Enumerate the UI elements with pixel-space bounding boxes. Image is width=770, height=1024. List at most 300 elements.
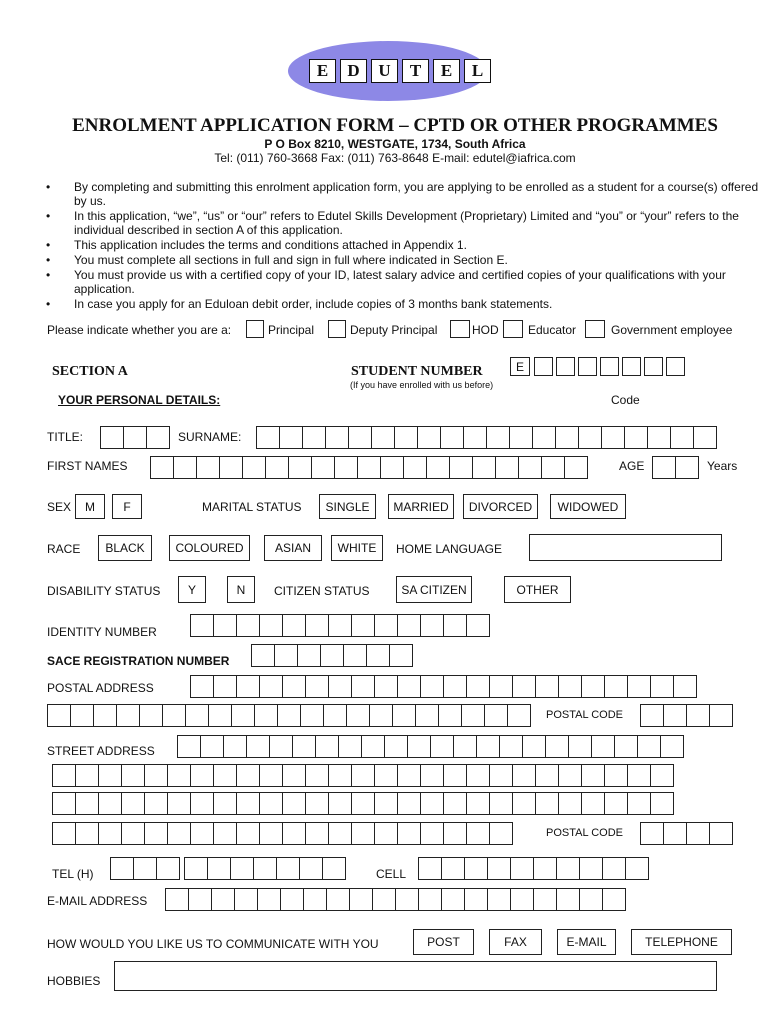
char-box[interactable] xyxy=(522,735,546,758)
char-box[interactable] xyxy=(417,426,441,449)
char-box[interactable] xyxy=(640,704,664,727)
char-box[interactable] xyxy=(489,792,513,815)
char-box[interactable] xyxy=(305,675,329,698)
marital-option-single[interactable]: SINGLE xyxy=(319,494,376,519)
char-box[interactable] xyxy=(150,456,174,479)
char-box[interactable] xyxy=(622,357,641,376)
char-box[interactable] xyxy=(601,426,625,449)
first-names-input[interactable] xyxy=(150,456,587,479)
char-box[interactable] xyxy=(277,704,301,727)
char-box[interactable] xyxy=(418,888,442,911)
role-checkbox-hod[interactable] xyxy=(450,320,470,338)
char-box[interactable] xyxy=(487,857,511,880)
char-box[interactable] xyxy=(507,704,531,727)
char-box[interactable] xyxy=(466,792,490,815)
char-box[interactable] xyxy=(47,704,71,727)
communicate-option-email[interactable]: E-MAIL xyxy=(557,929,616,955)
char-box[interactable] xyxy=(489,764,513,787)
char-box[interactable] xyxy=(532,426,556,449)
identity-number-input[interactable] xyxy=(190,614,489,637)
communicate-option-post[interactable]: POST xyxy=(413,929,474,955)
char-box[interactable] xyxy=(279,426,303,449)
char-box[interactable] xyxy=(121,764,145,787)
char-box[interactable] xyxy=(177,735,201,758)
char-box[interactable] xyxy=(196,456,220,479)
char-box[interactable] xyxy=(75,764,99,787)
surname-input[interactable] xyxy=(256,426,716,449)
char-box[interactable] xyxy=(231,704,255,727)
char-box[interactable] xyxy=(223,735,247,758)
char-box[interactable] xyxy=(274,644,298,667)
char-box[interactable] xyxy=(297,644,321,667)
char-box[interactable] xyxy=(675,456,699,479)
char-box[interactable] xyxy=(146,426,170,449)
char-box[interactable] xyxy=(624,426,648,449)
char-box[interactable] xyxy=(98,764,122,787)
char-box[interactable] xyxy=(254,704,278,727)
char-box[interactable] xyxy=(556,857,580,880)
char-box[interactable] xyxy=(604,764,628,787)
char-box[interactable] xyxy=(190,764,214,787)
char-box[interactable] xyxy=(372,888,396,911)
char-box[interactable] xyxy=(600,357,619,376)
char-box[interactable] xyxy=(604,675,628,698)
char-box[interactable] xyxy=(334,456,358,479)
char-box[interactable] xyxy=(276,857,300,880)
char-box[interactable] xyxy=(343,644,367,667)
char-box[interactable] xyxy=(236,792,260,815)
postal-address-line-2[interactable] xyxy=(47,704,530,727)
char-box[interactable] xyxy=(510,857,534,880)
char-box[interactable] xyxy=(282,614,306,637)
char-box[interactable] xyxy=(259,675,283,698)
disability-option-n[interactable]: N xyxy=(227,576,255,603)
citizen-option-sa[interactable]: SA CITIZEN xyxy=(396,576,472,603)
char-box[interactable] xyxy=(190,675,214,698)
char-box[interactable] xyxy=(461,704,485,727)
char-box[interactable] xyxy=(374,614,398,637)
postal-address-line-1[interactable] xyxy=(190,675,696,698)
char-box[interactable] xyxy=(627,792,651,815)
char-box[interactable] xyxy=(392,704,416,727)
char-box[interactable] xyxy=(556,357,575,376)
char-box[interactable] xyxy=(512,675,536,698)
char-box[interactable] xyxy=(466,675,490,698)
char-box[interactable] xyxy=(351,675,375,698)
char-box[interactable] xyxy=(555,426,579,449)
char-box[interactable] xyxy=(625,857,649,880)
char-box[interactable] xyxy=(581,675,605,698)
char-box[interactable] xyxy=(93,704,117,727)
char-box[interactable] xyxy=(144,764,168,787)
char-box[interactable] xyxy=(257,888,281,911)
char-box[interactable] xyxy=(564,456,588,479)
char-box[interactable] xyxy=(300,704,324,727)
role-checkbox-government-employee[interactable] xyxy=(585,320,605,338)
disability-option-y[interactable]: Y xyxy=(178,576,206,603)
char-box[interactable] xyxy=(371,426,395,449)
char-box[interactable] xyxy=(464,888,488,911)
sace-input[interactable] xyxy=(251,644,412,667)
sex-option-f[interactable]: F xyxy=(112,494,142,519)
char-box[interactable] xyxy=(184,857,208,880)
char-box[interactable] xyxy=(52,822,76,845)
char-box[interactable] xyxy=(213,675,237,698)
street-postal-code-input[interactable] xyxy=(640,822,732,845)
marital-option-widowed[interactable]: WIDOWED xyxy=(550,494,626,519)
char-box[interactable] xyxy=(673,675,697,698)
char-box[interactable] xyxy=(389,644,413,667)
char-box[interactable] xyxy=(463,426,487,449)
char-box[interactable] xyxy=(660,735,684,758)
char-box[interactable] xyxy=(374,822,398,845)
char-box[interactable] xyxy=(351,822,375,845)
char-box[interactable] xyxy=(75,822,99,845)
street-address-line-2[interactable] xyxy=(52,764,673,787)
char-box[interactable] xyxy=(426,456,450,479)
char-box[interactable] xyxy=(200,735,224,758)
cell-input[interactable] xyxy=(418,857,648,880)
char-box[interactable] xyxy=(234,888,258,911)
char-box[interactable] xyxy=(693,426,717,449)
title-input[interactable] xyxy=(100,426,169,449)
char-box[interactable] xyxy=(666,357,685,376)
char-box[interactable] xyxy=(464,857,488,880)
char-box[interactable] xyxy=(466,822,490,845)
char-box[interactable] xyxy=(441,857,465,880)
char-box[interactable] xyxy=(366,644,390,667)
char-box[interactable] xyxy=(535,764,559,787)
char-box[interactable] xyxy=(121,792,145,815)
char-box[interactable] xyxy=(650,675,674,698)
char-box[interactable] xyxy=(397,822,421,845)
char-box[interactable] xyxy=(374,792,398,815)
char-box[interactable] xyxy=(499,735,523,758)
char-box[interactable] xyxy=(265,456,289,479)
char-box[interactable] xyxy=(230,857,254,880)
char-box[interactable] xyxy=(282,764,306,787)
char-box[interactable] xyxy=(311,456,335,479)
sex-option-m[interactable]: M xyxy=(75,494,105,519)
char-box[interactable] xyxy=(211,888,235,911)
char-box[interactable] xyxy=(614,735,638,758)
char-box[interactable] xyxy=(663,822,687,845)
char-box[interactable] xyxy=(242,456,266,479)
char-box[interactable] xyxy=(70,704,94,727)
char-box[interactable] xyxy=(346,704,370,727)
char-box[interactable] xyxy=(558,792,582,815)
char-box[interactable] xyxy=(282,675,306,698)
char-box[interactable] xyxy=(647,426,671,449)
char-box[interactable] xyxy=(558,764,582,787)
char-box[interactable] xyxy=(98,792,122,815)
race-option-coloured[interactable]: COLOURED xyxy=(169,535,250,561)
char-box[interactable] xyxy=(165,888,189,911)
char-box[interactable] xyxy=(269,735,293,758)
char-box[interactable] xyxy=(533,888,557,911)
char-box[interactable] xyxy=(466,614,490,637)
marital-option-divorced[interactable]: DIVORCED xyxy=(463,494,538,519)
char-box[interactable] xyxy=(394,426,418,449)
role-checkbox-educator[interactable] xyxy=(503,320,523,338)
role-checkbox-deputy-principal[interactable] xyxy=(328,320,346,338)
char-box[interactable] xyxy=(466,764,490,787)
char-box[interactable] xyxy=(578,426,602,449)
char-box[interactable] xyxy=(686,704,710,727)
char-box[interactable] xyxy=(534,357,553,376)
char-box[interactable] xyxy=(591,735,615,758)
char-box[interactable] xyxy=(449,456,473,479)
char-box[interactable] xyxy=(328,764,352,787)
char-box[interactable] xyxy=(420,792,444,815)
char-box[interactable] xyxy=(397,764,421,787)
char-box[interactable] xyxy=(568,735,592,758)
char-box[interactable] xyxy=(173,456,197,479)
race-option-black[interactable]: BLACK xyxy=(98,535,152,561)
char-box[interactable] xyxy=(361,735,385,758)
char-box[interactable] xyxy=(351,614,375,637)
char-box[interactable] xyxy=(640,822,664,845)
char-box[interactable] xyxy=(384,735,408,758)
char-box[interactable] xyxy=(627,764,651,787)
char-box[interactable] xyxy=(315,735,339,758)
char-box[interactable] xyxy=(441,888,465,911)
char-box[interactable] xyxy=(374,764,398,787)
char-box[interactable] xyxy=(348,426,372,449)
char-box[interactable] xyxy=(236,822,260,845)
char-box[interactable] xyxy=(489,675,513,698)
race-option-white[interactable]: WHITE xyxy=(331,535,383,561)
hobbies-input[interactable] xyxy=(114,961,717,991)
char-box[interactable] xyxy=(545,735,569,758)
char-box[interactable] xyxy=(663,704,687,727)
citizen-option-other[interactable]: OTHER xyxy=(504,576,571,603)
char-box[interactable] xyxy=(144,792,168,815)
char-box[interactable] xyxy=(288,456,312,479)
char-box[interactable] xyxy=(351,792,375,815)
char-box[interactable] xyxy=(325,426,349,449)
char-box[interactable] xyxy=(556,888,580,911)
char-box[interactable] xyxy=(484,704,508,727)
char-box[interactable] xyxy=(512,792,536,815)
char-box[interactable] xyxy=(579,857,603,880)
char-box[interactable] xyxy=(397,792,421,815)
char-box[interactable] xyxy=(579,888,603,911)
char-box[interactable] xyxy=(541,456,565,479)
char-box[interactable] xyxy=(349,888,373,911)
char-box[interactable] xyxy=(440,426,464,449)
char-box[interactable] xyxy=(162,704,186,727)
char-box[interactable] xyxy=(533,857,557,880)
char-box[interactable] xyxy=(190,614,214,637)
char-box[interactable] xyxy=(213,822,237,845)
char-box[interactable] xyxy=(123,426,147,449)
char-box[interactable] xyxy=(443,764,467,787)
char-box[interactable] xyxy=(627,675,651,698)
char-box[interactable] xyxy=(328,675,352,698)
char-box[interactable] xyxy=(185,704,209,727)
street-address-line-3[interactable] xyxy=(52,792,673,815)
char-box[interactable] xyxy=(110,857,134,880)
char-box[interactable] xyxy=(650,764,674,787)
char-box[interactable] xyxy=(357,456,381,479)
char-box[interactable] xyxy=(420,764,444,787)
char-box[interactable] xyxy=(144,822,168,845)
char-box[interactable] xyxy=(709,822,733,845)
char-box[interactable] xyxy=(535,675,559,698)
char-box[interactable] xyxy=(167,764,191,787)
char-box[interactable] xyxy=(75,792,99,815)
char-box[interactable] xyxy=(236,675,260,698)
char-box[interactable] xyxy=(453,735,477,758)
char-box[interactable] xyxy=(328,792,352,815)
char-box[interactable] xyxy=(420,822,444,845)
char-box[interactable] xyxy=(495,456,519,479)
char-box[interactable] xyxy=(397,614,421,637)
char-box[interactable] xyxy=(282,792,306,815)
char-box[interactable] xyxy=(395,888,419,911)
street-address-line-1[interactable] xyxy=(177,735,683,758)
char-box[interactable] xyxy=(351,764,375,787)
char-box[interactable] xyxy=(280,888,304,911)
char-box[interactable] xyxy=(518,456,542,479)
postal-code-input[interactable] xyxy=(640,704,732,727)
char-box[interactable] xyxy=(644,357,663,376)
char-box[interactable] xyxy=(328,614,352,637)
student-number-input[interactable] xyxy=(534,357,688,376)
char-box[interactable] xyxy=(251,644,275,667)
char-box[interactable] xyxy=(236,764,260,787)
char-box[interactable] xyxy=(443,792,467,815)
char-box[interactable] xyxy=(219,456,243,479)
char-box[interactable] xyxy=(380,456,404,479)
char-box[interactable] xyxy=(259,792,283,815)
char-box[interactable] xyxy=(403,456,427,479)
char-box[interactable] xyxy=(510,888,534,911)
char-box[interactable] xyxy=(323,704,347,727)
char-box[interactable] xyxy=(213,764,237,787)
marital-option-married[interactable]: MARRIED xyxy=(388,494,454,519)
char-box[interactable] xyxy=(52,792,76,815)
char-box[interactable] xyxy=(397,675,421,698)
char-box[interactable] xyxy=(246,735,270,758)
char-box[interactable] xyxy=(637,735,661,758)
char-box[interactable] xyxy=(338,735,362,758)
char-box[interactable] xyxy=(420,614,444,637)
char-box[interactable] xyxy=(213,792,237,815)
char-box[interactable] xyxy=(686,822,710,845)
char-box[interactable] xyxy=(476,735,500,758)
email-address-input[interactable] xyxy=(165,888,625,911)
char-box[interactable] xyxy=(98,822,122,845)
char-box[interactable] xyxy=(418,857,442,880)
char-box[interactable] xyxy=(253,857,277,880)
char-box[interactable] xyxy=(208,704,232,727)
char-box[interactable] xyxy=(100,426,124,449)
char-box[interactable] xyxy=(443,822,467,845)
char-box[interactable] xyxy=(558,675,582,698)
char-box[interactable] xyxy=(489,822,513,845)
char-box[interactable] xyxy=(650,792,674,815)
street-address-line-4[interactable] xyxy=(52,822,512,845)
char-box[interactable] xyxy=(602,857,626,880)
char-box[interactable] xyxy=(374,675,398,698)
char-box[interactable] xyxy=(305,822,329,845)
char-box[interactable] xyxy=(305,792,329,815)
char-box[interactable] xyxy=(259,614,283,637)
char-box[interactable] xyxy=(190,822,214,845)
char-box[interactable] xyxy=(420,675,444,698)
char-box[interactable] xyxy=(116,704,140,727)
home-language-input[interactable] xyxy=(529,534,722,561)
char-box[interactable] xyxy=(438,704,462,727)
char-box[interactable] xyxy=(292,735,316,758)
race-option-asian[interactable]: ASIAN xyxy=(264,535,322,561)
char-box[interactable] xyxy=(167,792,191,815)
char-box[interactable] xyxy=(299,857,323,880)
char-box[interactable] xyxy=(472,456,496,479)
char-box[interactable] xyxy=(604,792,628,815)
char-box[interactable] xyxy=(709,704,733,727)
char-box[interactable] xyxy=(213,614,237,637)
char-box[interactable] xyxy=(443,675,467,698)
char-box[interactable] xyxy=(487,888,511,911)
char-box[interactable] xyxy=(602,888,626,911)
tel-home-code-input[interactable] xyxy=(110,857,179,880)
char-box[interactable] xyxy=(52,764,76,787)
char-box[interactable] xyxy=(259,822,283,845)
char-box[interactable] xyxy=(303,888,327,911)
char-box[interactable] xyxy=(305,764,329,787)
char-box[interactable] xyxy=(139,704,163,727)
role-checkbox-principal[interactable] xyxy=(246,320,264,338)
communicate-option-telephone[interactable]: TELEPHONE xyxy=(631,929,732,955)
char-box[interactable] xyxy=(207,857,231,880)
char-box[interactable] xyxy=(535,792,559,815)
char-box[interactable] xyxy=(369,704,393,727)
char-box[interactable] xyxy=(259,764,283,787)
char-box[interactable] xyxy=(652,456,676,479)
char-box[interactable] xyxy=(133,857,157,880)
char-box[interactable] xyxy=(156,857,180,880)
char-box[interactable] xyxy=(326,888,350,911)
char-box[interactable] xyxy=(512,764,536,787)
char-box[interactable] xyxy=(578,357,597,376)
char-box[interactable] xyxy=(670,426,694,449)
char-box[interactable] xyxy=(581,792,605,815)
char-box[interactable] xyxy=(256,426,280,449)
char-box[interactable] xyxy=(190,792,214,815)
char-box[interactable] xyxy=(305,614,329,637)
age-input[interactable] xyxy=(652,456,698,479)
char-box[interactable] xyxy=(322,857,346,880)
char-box[interactable] xyxy=(407,735,431,758)
char-box[interactable] xyxy=(443,614,467,637)
char-box[interactable] xyxy=(486,426,510,449)
char-box[interactable] xyxy=(302,426,326,449)
char-box[interactable] xyxy=(581,764,605,787)
tel-home-number-input[interactable] xyxy=(184,857,345,880)
char-box[interactable] xyxy=(415,704,439,727)
char-box[interactable] xyxy=(509,426,533,449)
char-box[interactable] xyxy=(320,644,344,667)
char-box[interactable] xyxy=(282,822,306,845)
char-box[interactable] xyxy=(188,888,212,911)
communicate-option-fax[interactable]: FAX xyxy=(489,929,542,955)
char-box[interactable] xyxy=(430,735,454,758)
char-box[interactable] xyxy=(167,822,191,845)
char-box[interactable] xyxy=(236,614,260,637)
